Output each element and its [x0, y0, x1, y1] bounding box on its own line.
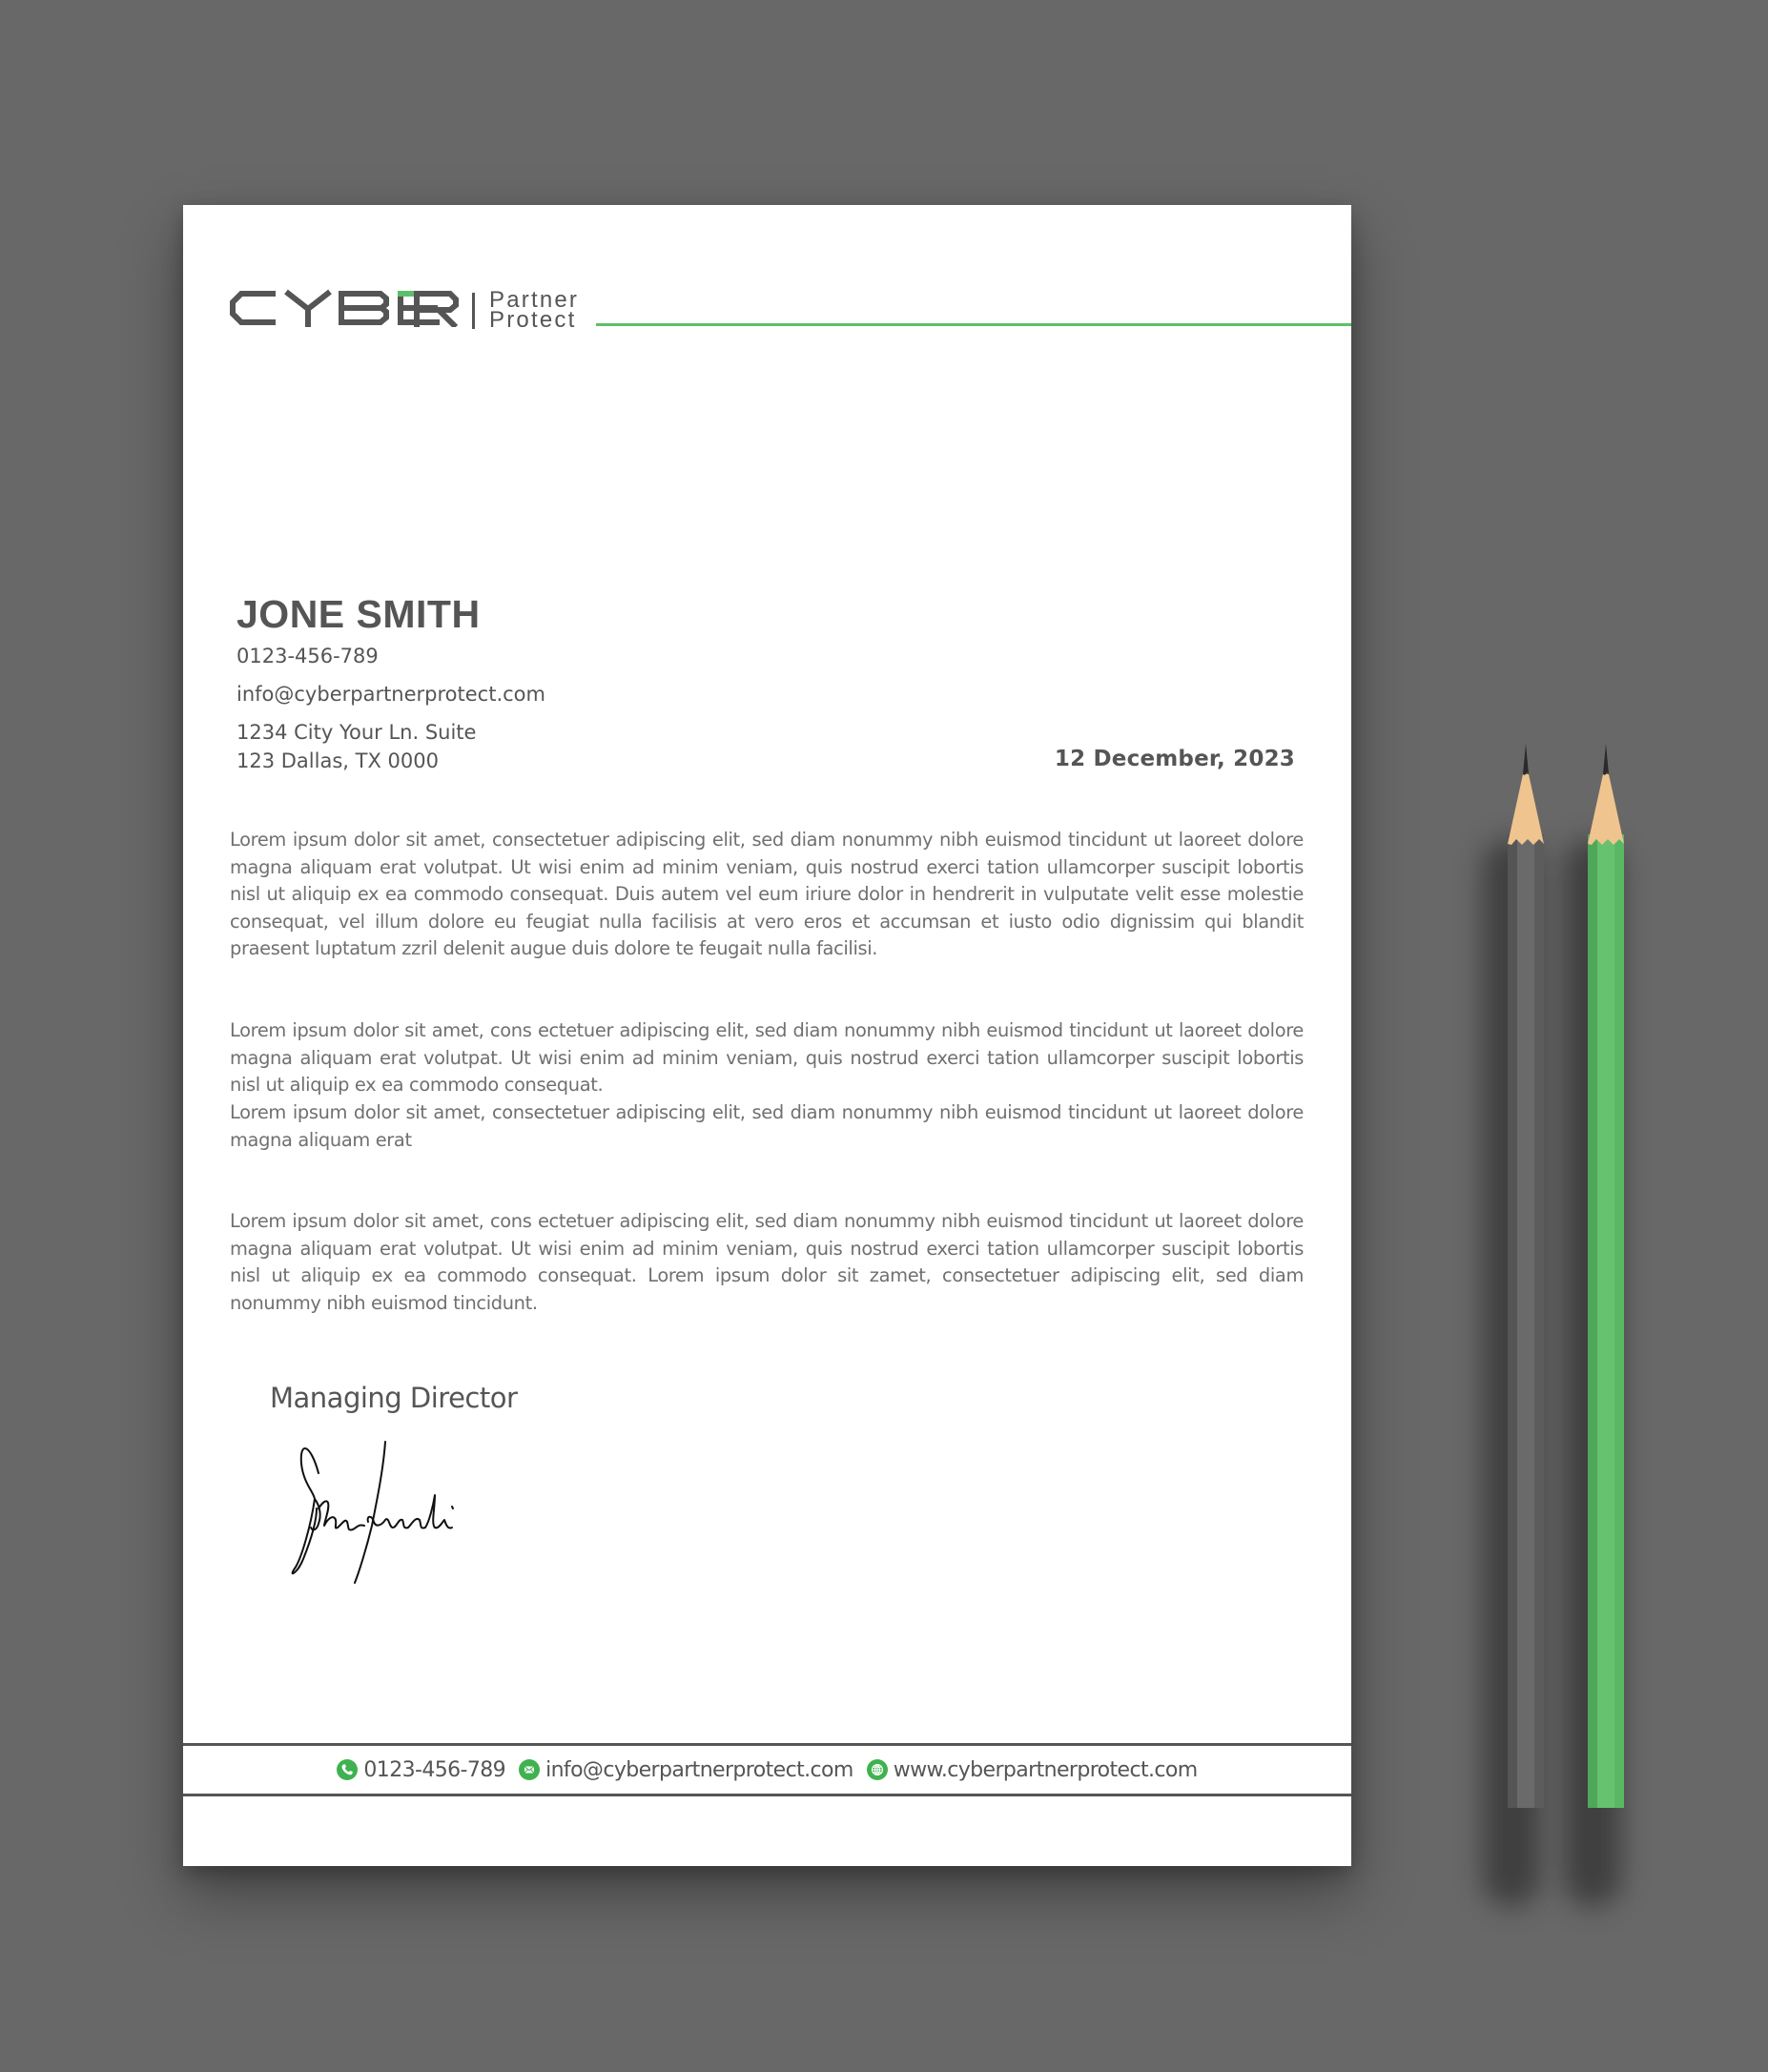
signatory-title: Managing Director: [270, 1382, 518, 1414]
footer-rule-bottom: [183, 1794, 1351, 1796]
logo-divider: [472, 293, 475, 329]
sender-phone: 0123-456-789: [236, 645, 379, 667]
footer-email: [519, 1758, 853, 1782]
sender-address-line2: 123 Dallas, TX 0000: [236, 749, 439, 772]
letterhead-page: [183, 205, 1351, 1866]
phone-icon: [337, 1759, 358, 1780]
green-pencil: [1588, 744, 1624, 1808]
footer-email-text: info@cyberpartnerprotect.com: [545, 1757, 853, 1782]
body-paragraph-2: Lorem ipsum dolor sit amet, cons ectetuer adipiscing elit, sed diam nonummy nibh euismod tincidunt ut laoreet dolore magna aliquam erat volutpat. Ut wisi enim ad minim veniam, quis nostrud exerci tation ullamcorper suscipit lobortis nisl ut aliquip ex ea commodo consequat.: [230, 1019, 1304, 1097]
mail-icon: [519, 1759, 540, 1780]
header-rule: [596, 323, 1351, 326]
body-paragraph-3: Lorem ipsum dolor sit amet, consectetuer adipiscing elit, sed diam nonummy nibh euismod tincidunt ut laoreet dolore magna aliquam erat: [230, 1101, 1304, 1151]
gray-pencil: [1508, 744, 1544, 1808]
body-paragraph-1: Lorem ipsum dolor sit amet, consectetuer adipiscing elit, sed diam nonummy nibh euismod tincidunt ut laoreet dolore magna aliquam erat volutpat. Ut wisi enim ad minim veniam, quis nostrud exerci tation ullamcorper suscipit lobortis nisl ut aliquip ex ea commodo consequat. Duis autem vel eum iriure dolor in hendrerit in vulputate velit esse molestie consequat, vel illum dolore eu feugiat nulla facilisis at vero eros et accumsan et iusto odio dignissim qui blandit praesent luptatum zzril delenit augue duis dolore te feugait nulla facilisi.: [230, 829, 1304, 960]
globe-icon: [867, 1759, 888, 1780]
sender-name: JONE SMITH: [236, 592, 481, 636]
sender-email: info@cyberpartnerprotect.com: [236, 683, 545, 706]
footer-phone-text: 0123-456-789: [363, 1757, 506, 1782]
footer-contact-bar: [183, 1746, 1351, 1794]
logo-subtitle: [489, 287, 580, 333]
footer-phone: [337, 1758, 505, 1782]
logo-subtitle-line2: Protect: [489, 307, 577, 333]
signature-image: [290, 1440, 519, 1588]
footer-website: [867, 1758, 1198, 1782]
sender-address-line1: 1234 City Your Ln. Suite: [236, 721, 477, 744]
footer-website-text: www.cyberpartnerprotect.com: [893, 1757, 1198, 1782]
cyber-logo-r: [414, 289, 462, 327]
logo-subtitle-line1: Partner: [489, 287, 580, 313]
body-paragraph-4: Lorem ipsum dolor sit amet, cons ectetuer adipiscing elit, sed diam nonummy nibh euismod tincidunt ut laoreet dolore magna aliquam erat volutpat. Ut wisi enim ad minim veniam, quis nostrud exerci tation ullamcorper suscipit lobortis nisl ut aliquip ex ea commodo consequat. Lorem ipsum dolor sit zamet, consectetuer adipiscing elit, sed diam nonummy nibh euismod tincidunt.: [230, 1210, 1304, 1314]
letter-date: 12 December, 2023: [1054, 747, 1295, 771]
